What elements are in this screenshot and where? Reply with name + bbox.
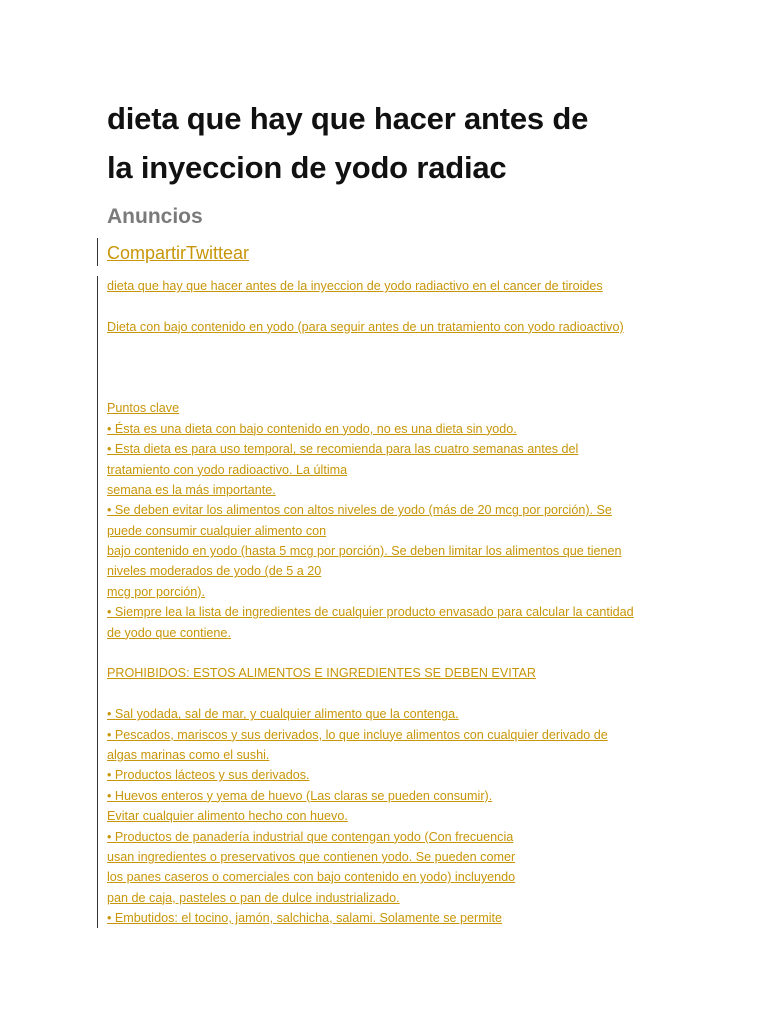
article-text-line[interactable]: • Productos de panadería industrial que contengan yodo (Con frecuencia bbox=[107, 829, 514, 844]
share-link-twittear[interactable]: Twittear bbox=[186, 243, 250, 263]
article-text-line[interactable]: tratamiento con yodo radioactivo. La última bbox=[107, 462, 348, 477]
article-blank-line bbox=[107, 296, 677, 316]
article-body bbox=[97, 276, 677, 928]
article-text-line[interactable]: • Se deben evitar los alimentos con altos niveles de yodo (más de 20 mcg por porción). Se bbox=[107, 503, 612, 518]
article-text-line[interactable]: • Esta dieta es para uso temporal, se recomienda para las cuatro semanas antes del bbox=[107, 442, 579, 457]
article-text-line[interactable]: • Huevos enteros y yema de huevo (Las claras se pueden consumir). bbox=[107, 788, 493, 803]
article-text-line[interactable]: algas marinas como el sushi. bbox=[107, 747, 270, 762]
article-text-line[interactable]: los panes caseros o comerciales con bajo contenido en yodo) incluyendo bbox=[107, 870, 516, 885]
article-text-line[interactable]: PROHIBIDOS: ESTOS ALIMENTOS E INGREDIENTES SE DEBEN EVITAR bbox=[107, 666, 536, 681]
article-text-line[interactable]: bajo contenido en yodo (hasta 5 mcg por porción). Se deben limitar los alimentos que tienen bbox=[107, 544, 622, 559]
article-text-line[interactable]: • Pescados, mariscos y sus derivados, lo que incluye alimentos con cualquier derivado de bbox=[107, 727, 608, 742]
article-blank-line bbox=[107, 358, 677, 378]
article-text-line[interactable]: puede consumir cualquier alimento con bbox=[107, 523, 327, 538]
share-bar bbox=[97, 238, 249, 266]
article-text-line[interactable]: • Embutidos: el tocino, jamón, salchicha, salami. Solamente se permite bbox=[107, 911, 502, 926]
article-text-line[interactable]: • Ésta es una dieta con bajo contenido en yodo, no es una dieta sin yodo. bbox=[107, 421, 517, 436]
article-text-line[interactable]: pan de caja, pasteles o pan de dulce industrializado. bbox=[107, 890, 400, 905]
article-blank-line bbox=[107, 337, 677, 357]
article-text-line[interactable]: de yodo que contiene. bbox=[107, 625, 231, 640]
article-text-line[interactable]: mcg por porción). bbox=[107, 584, 205, 599]
article-text-line[interactable]: Evitar cualquier alimento hecho con huevo. bbox=[107, 809, 348, 824]
article-text-line[interactable]: Puntos clave bbox=[107, 401, 180, 416]
article-text-line[interactable]: • Productos lácteos y sus derivados. bbox=[107, 768, 310, 783]
article-blank-line bbox=[107, 378, 677, 398]
page-title: dieta que hay que hacer antes de la inyeccion de yodo radiac bbox=[107, 101, 589, 185]
article-text-line[interactable]: usan ingredientes o preservativos que contienen yodo. Se pueden comer bbox=[107, 849, 516, 864]
ads-label: Anuncios bbox=[107, 205, 203, 228]
article-blank-line bbox=[107, 643, 677, 663]
article-text-line[interactable]: • Siempre lea la lista de ingredientes de cualquier producto envasado para calcular la cantidad bbox=[107, 605, 634, 620]
article-text-line[interactable]: semana es la más importante. bbox=[107, 482, 276, 497]
article-text-line[interactable]: Dieta con bajo contenido en yodo (para seguir antes de un tratamiento con yodo radioactivo) bbox=[107, 319, 624, 334]
article-blank-line bbox=[107, 684, 677, 704]
share-link-compartir[interactable]: Compartir bbox=[107, 243, 187, 263]
article-text-line[interactable]: niveles moderados de yodo (de 5 a 20 bbox=[107, 564, 322, 579]
article-text-line[interactable]: • Sal yodada, sal de mar, y cualquier alimento que la contenga. bbox=[107, 707, 459, 722]
article-text-line[interactable]: dieta que hay que hacer antes de la inyeccion de yodo radiactivo en el cancer de tiroides bbox=[107, 279, 603, 293]
